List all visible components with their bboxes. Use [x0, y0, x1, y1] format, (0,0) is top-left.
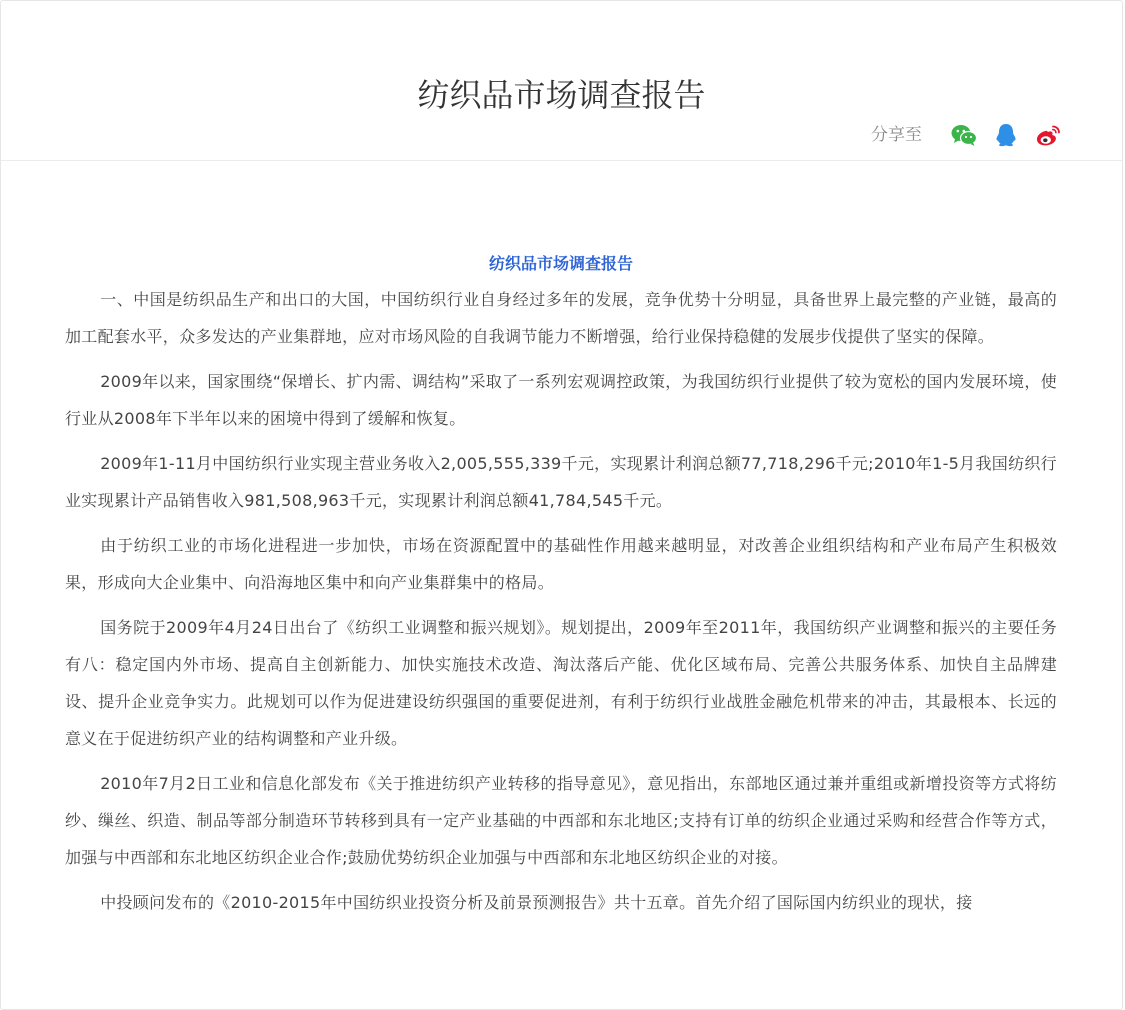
paragraph: 2009年以来，国家围绕“保增长、扩内需、调结构”采取了一系列宏观调控政策，为我国纺织行业提供了较为宽松的国内发展环境，使行业从2008年下半年以来的困境中得到了缓解和恢复。	[65, 372, 1057, 428]
paragraph: 一、中国是纺织品生产和出口的大国，中国纺织行业自身经过多年的发展，竞争优势十分明显，具备世界上最完整的产业链，最高的加工配套水平，众多发达的产业集群地，应对市场风险的自我调节能力不断增强，给行业保持稳健的发展步伐提供了坚实的保障。	[65, 290, 1057, 346]
paragraph: 中投顾问发布的《2010-2015年中国纺织业投资分析及前景预测报告》共十五章。首先介绍了国际国内纺织业的现状，接	[100, 893, 973, 912]
share-label: 分享至	[871, 125, 922, 145]
paragraph: 国务院于2009年4月24日出台了《纺织工业调整和振兴规划》。规划提出，2009年至2011年，我国纺织产业调整和振兴的主要任务有八：稳定国内外市场、提高自主创新能力、加快实施技术改造、淘汰落后产能、优化区域布局、完善公共服务体系、加快自主品牌建设、提升企业竞争实力。此规划可以作为促进建设纺织强国的重要促进剂，有利于纺织行业战胜金融危机带来的冲击，其最根本、长远的意义在于促进纺织产业的结构调整和产业升级。	[65, 618, 1057, 748]
wechat-icon[interactable]	[950, 121, 978, 149]
page-title: 纺织品市场调查报告	[417, 76, 706, 115]
share-bar	[871, 121, 1062, 149]
paragraph: 由于纺织工业的市场化进程进一步加快，市场在资源配置中的基础性作用越来越明显，对改善企业组织结构和产业布局产生积极效果，形成向大企业集中、向沿海地区集中和向产业集群集中的格局。	[65, 536, 1057, 592]
paragraph: 2010年7月2日工业和信息化部发布《关于推进纺织产业转移的指导意见》，意见指出，东部地区通过兼并重组或新增投资等方式将纺纱、缫丝、织造、制品等部分制造环节转移到具有一定产业基础的中西部和东北地区;支持有订单的纺织企业通过采购和经营合作等方式，加强与中西部和东北地区纺织企业合作;鼓励优势纺织企业加强与中西部和东北地区纺织企业的对接。	[65, 774, 1057, 867]
article-header	[1, 1, 1122, 161]
article-heading: 纺织品市场调查报告	[488, 254, 633, 273]
qq-icon[interactable]	[992, 121, 1020, 149]
article-body	[65, 249, 1057, 929]
weibo-icon[interactable]	[1034, 121, 1062, 149]
paragraph: 2009年1-11月中国纺织行业实现主营业务收入2,005,555,339千元，实现累计利润总额77,718,296千元;2010年1-5月我国纺织行业实现累计产品销售收入981,508,963千元，实现累计利润总额41,784,545千元。	[65, 454, 1057, 510]
